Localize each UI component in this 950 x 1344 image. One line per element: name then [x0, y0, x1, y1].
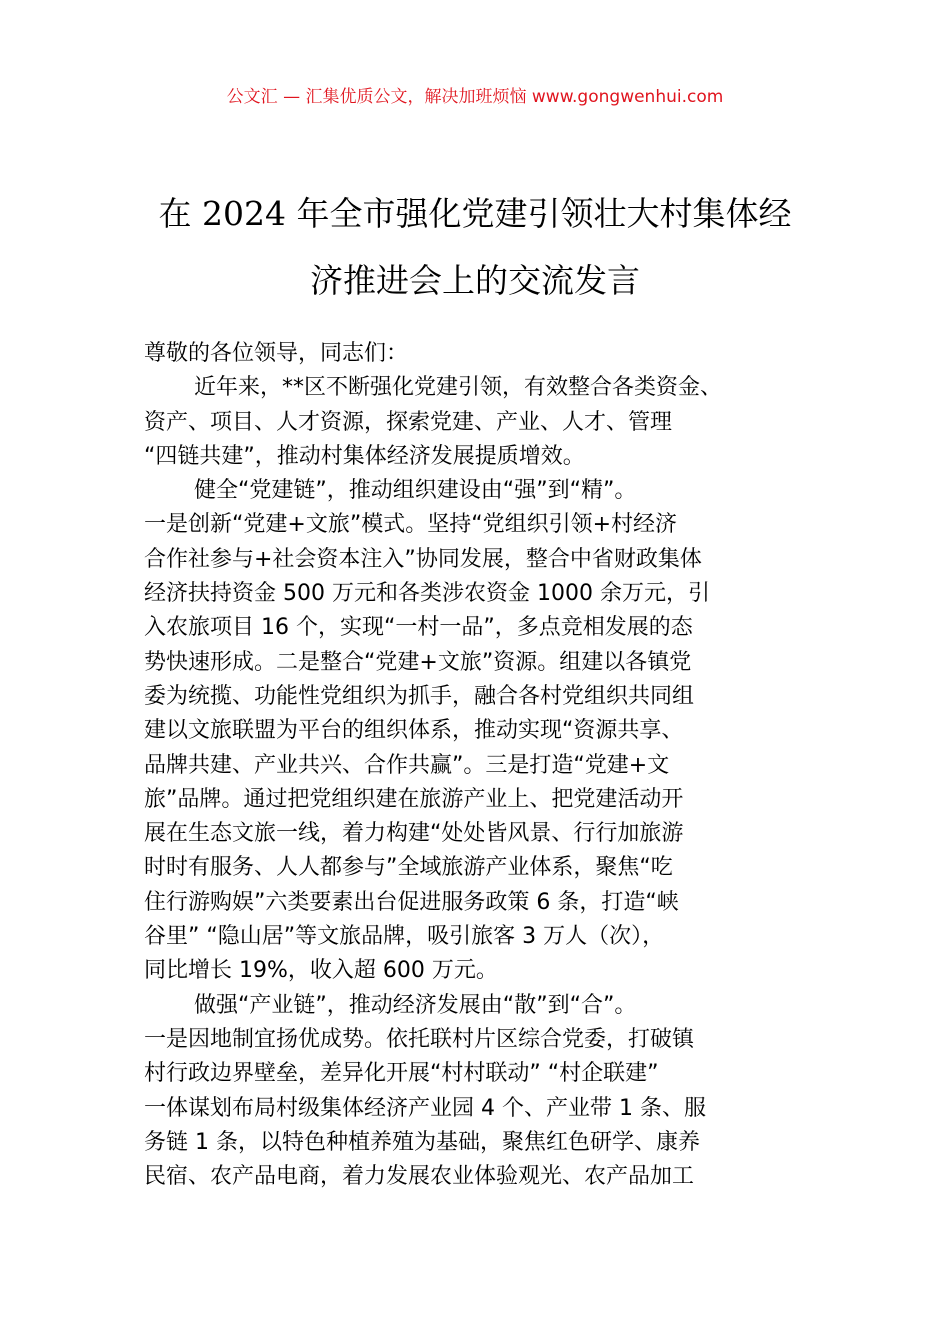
body-line: 务链 1 条，以特色种植养殖为基础，聚焦红色研学、康养 — [144, 1129, 700, 1155]
body-line: 一是因地制宜扬优成势。依托联村片区综合党委，打破镇 — [144, 1026, 695, 1052]
body-line: 时时有服务、人人都参与”全域旅游产业体系，聚焦“吃 — [144, 855, 673, 881]
body-line: 展在生态文旅一线，着力构建“处处皆风景、行行加旅游 — [144, 821, 684, 847]
body-line: 民宿、农产品电商，着力发展农业体验观光、农产品加工 — [144, 1164, 695, 1190]
body-line: 同比增长 19%，收入超 600 万元。 — [144, 958, 498, 984]
body-line: “四链共建”，推动村集体经济发展提质增效。 — [144, 443, 585, 469]
body-line: 近年来，**区不断强化党建引领，有效整合各类资金、 — [194, 375, 723, 401]
body-line: 经济扶持资金 500 万元和各类涉农资金 1000 余万元，引 — [144, 581, 710, 607]
body-line: 建以文旅联盟为平台的组织体系，推动实现“资源共享、 — [144, 718, 684, 744]
body-line: 村行政边界壁垒，差异化开展“村村联动” “村企联建” — [144, 1061, 659, 1087]
body-line: 委为统揽、功能性党组织为抓手，融合各村党组织共同组 — [144, 683, 695, 709]
body-line: 资产、项目、人才资源，探索党建、产业、人才、管理 — [144, 409, 673, 435]
body-line: 旅”品牌。通过把党组织建在旅游产业上、把党建活动开 — [144, 786, 684, 812]
body-line: 一体谋划布局村级集体经济产业园 4 个、产业带 1 条、服 — [144, 1095, 706, 1121]
site-banner: 公文汇 — 汇集优质公文，解决加班烦恼 www.gongwenhui.com — [226, 87, 724, 107]
title-line-2: 济推进会上的交流发言 — [310, 261, 640, 300]
body-line: 住行游购娱”六类要素出台促进服务政策 6 条，打造“峡 — [144, 889, 679, 915]
document-body — [144, 337, 814, 1194]
section-heading-industry-chain: 做强“产业链”，推动经济发展由“散”到“合”。 — [194, 992, 637, 1018]
salutation: 尊敬的各位领导，同志们： — [144, 341, 409, 366]
body-line: 谷里” “隐山居”等文旅品牌，吸引旅客 3 万人（次）， — [144, 924, 665, 950]
body-line: 一是创新“党建+文旅”模式。坚持“党组织引领+村经济 — [144, 512, 678, 538]
body-line: 势快速形成。二是整合“党建+文旅”资源。组建以各镇党 — [144, 649, 692, 675]
section-heading-party-chain: 健全“党建链”，推动组织建设由“强”到“精”。 — [194, 478, 637, 504]
body-line: 入农旅项目 16 个，实现“一村一品”，多点竞相发展的态 — [144, 615, 693, 641]
body-line: 合作社参与+社会资本注入”协同发展，整合中省财政集体 — [144, 546, 702, 572]
body-line: 品牌共建、产业共兴、合作共赢”。三是打造“党建+文 — [144, 752, 670, 778]
title-line-1: 在 2024 年全市强化党建引领壮大村集体经 — [158, 194, 792, 233]
document-title — [0, 180, 950, 314]
